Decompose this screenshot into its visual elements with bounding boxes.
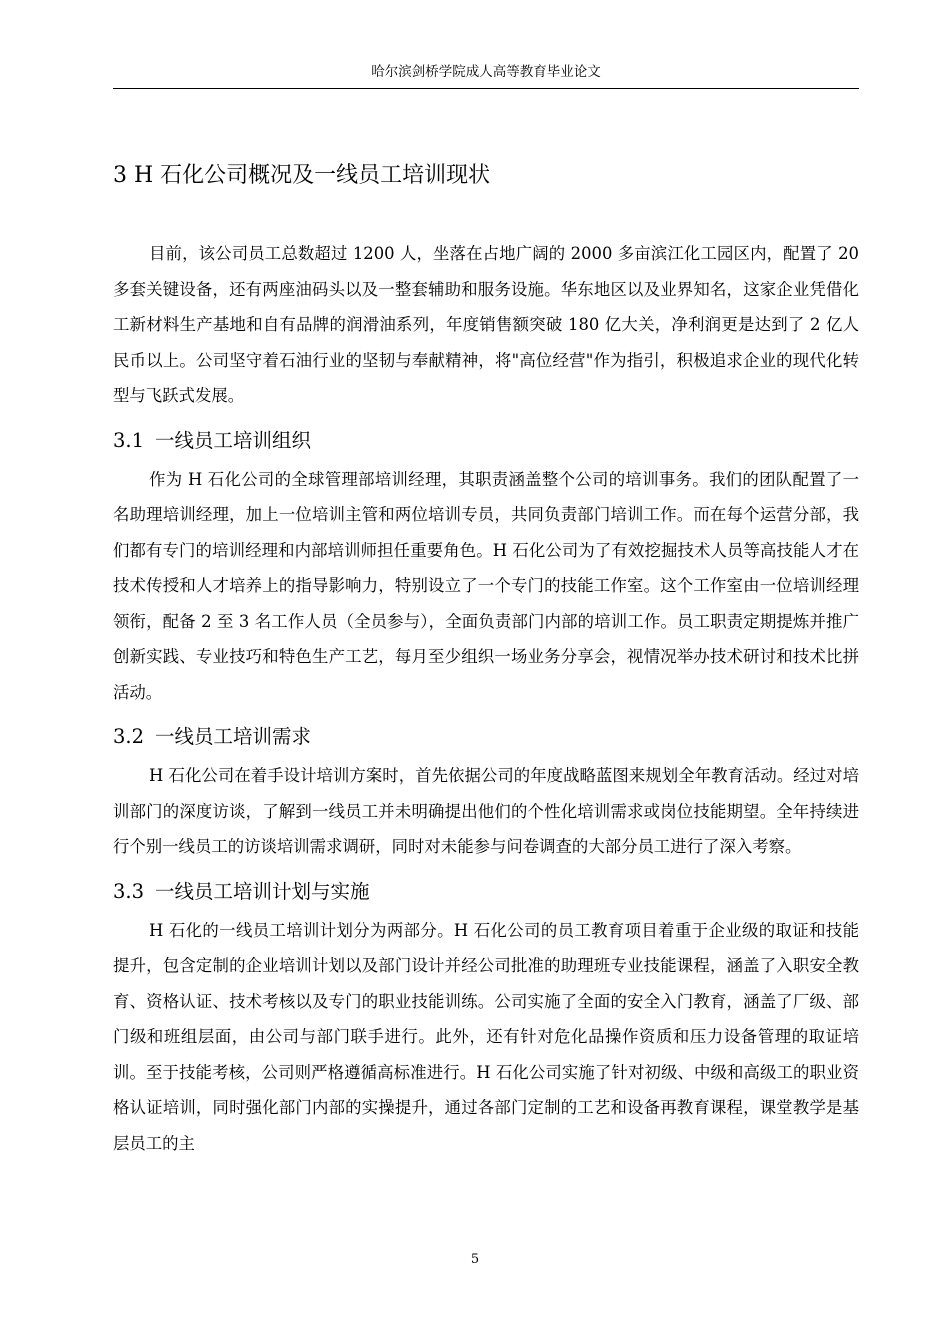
section-heading-3-2 — [113, 716, 859, 758]
section-heading-3-3 — [113, 871, 859, 913]
section-number: 3.3 — [113, 879, 145, 903]
section-title: 一线员工培训组织 — [155, 428, 312, 452]
chapter-paragraph: 目前，该公司员工总数超过 1200 人，坐落在占地广阔的 2000 多亩滨江化工园区内，配置了 20 多套关键设备，还有两座油码头以及一整套辅助和服务设施。华东地区以及业界知名，这家企业凭借化工新材料生产基地和自有品牌的润滑油系列，年度销售额突破 180 亿大关，净利润更是达到了 2 亿人民币以上。公司坚守着石油行业的坚韧与奉献精神，将"高位经营"作为指引，积极追求企业的现代化转型与飞跃式发展。 — [113, 244, 859, 405]
header-title: 哈尔滨剑桥学院成人高等教育毕业论文 — [371, 64, 601, 80]
chapter-title: 3 H 石化公司概况及一线员工培训现状 — [113, 163, 491, 188]
section-paragraph: 作为 H 石化公司的全球管理部培训经理，其职责涵盖整个公司的培训事务。我们的团队配置了一名助理培训经理，加上一位培训主管和两位培训专员，共同负责部门培训工作。而在每个运营分部，我们都有专门的培训经理和内部培训师担任重要角色。H 石化公司为了有效挖掘技术人员等高技能人才在技术传授和人才培养上的指导影响力，特别设立了一个专门的技能工作室。这个工作室由一位培训经理领衔，配备 2 至 3 名工作人员（全员参与），全面负责部门内部的培训工作。员工职责定期提炼并推广创新实践、专业技巧和特色生产工艺，每月至少组织一场业务分享会，视情况举办技术研讨和技术比拼活动。 — [113, 469, 859, 702]
section-paragraph: H 石化公司在着手设计培训方案时，首先依据公司的年度战略蓝图来规划全年教育活动。经过对培训部门的深度访谈，了解到一线员工并未明确提出他们的个性化培训需求或岗位技能期望。全年持续进行个别一线员工的访谈培训需求调研，同时对未能参与问卷调查的大部分员工进行了深入考察。 — [113, 766, 859, 856]
section-paragraph: H 石化的一线员工培训计划分为两部分。H 石化公司的员工教育项目着重于企业级的取证和技能提升，包含定制的企业培训计划以及部门设计并经公司批准的助理班专业技能课程，涵盖了入职安全教育、资格认证、技术考核以及专门的职业技能训练。公司实施了全面的安全入门教育，涵盖了厂级、部门级和班组层面，由公司与部门联手进行。此外，还有针对危化品操作资质和压力设备管理的取证培训。至于技能考核，公司则严格遵循高标准进行。H 石化公司实施了针对初级、中级和高级工的职业资格认证培训，同时强化部门内部的实操提升，通过各部门定制的工艺和设备再教育课程，课堂教学是基层员工的主 — [113, 920, 859, 1153]
page-header — [113, 62, 859, 89]
section-heading-3-1 — [113, 420, 859, 462]
section-number: 3.2 — [113, 725, 145, 748]
section-number: 3.1 — [113, 428, 145, 452]
page-content — [113, 150, 859, 1161]
section-title: 一线员工培训需求 — [155, 725, 312, 748]
spacer — [113, 202, 859, 236]
section-title: 一线员工培训计划与实施 — [155, 879, 370, 903]
page-number: 5 — [470, 1252, 480, 1267]
